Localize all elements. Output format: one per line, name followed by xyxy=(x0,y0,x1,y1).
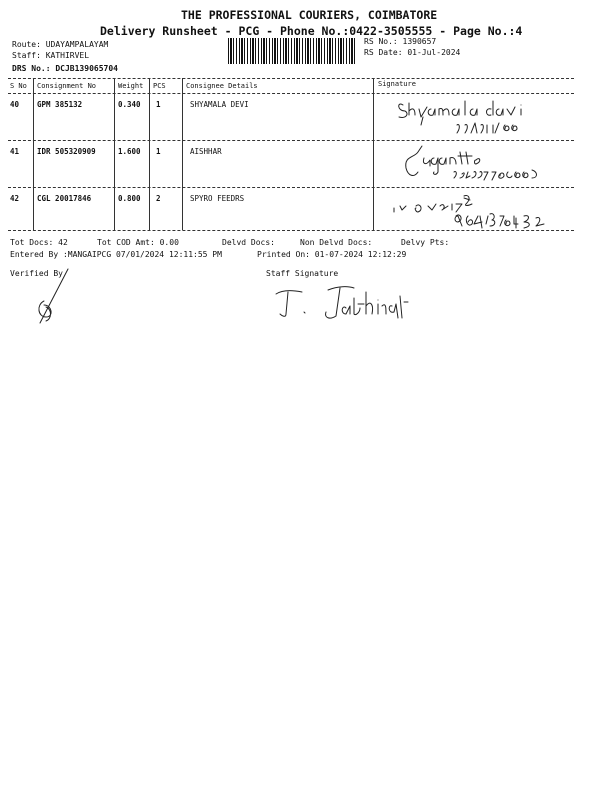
rs-date: RS Date: 01-Jul-2024 xyxy=(364,48,461,57)
barcode xyxy=(228,38,356,64)
col-consignment: Consignment No xyxy=(37,82,97,90)
tot-cod-amt: Tot COD Amt: 0.00 xyxy=(97,238,179,247)
col-divider xyxy=(149,78,150,230)
col-divider xyxy=(114,78,115,230)
printed-on: Printed On: 01-07-2024 12:12:29 xyxy=(257,250,407,259)
row-sno: 42 xyxy=(10,194,20,203)
row-weight: 1.600 xyxy=(118,147,141,156)
col-signature: Signature xyxy=(378,80,416,88)
table-bottom-rule xyxy=(8,230,574,231)
row-consignment: CGL 20017846 xyxy=(37,194,92,203)
non-delvd-docs: Non Delvd Docs: xyxy=(300,238,373,247)
drs-number: DRS No.: DCJB139065704 xyxy=(12,64,118,73)
verified-by-signature xyxy=(30,265,80,330)
row-sno: 40 xyxy=(10,100,20,109)
col-consignee: Consignee Details xyxy=(186,82,258,90)
col-sno: S No xyxy=(10,82,27,90)
verified-by-label: Verified By xyxy=(10,269,63,278)
row-pcs: 1 xyxy=(156,147,161,156)
handwritten-signature-row-41 xyxy=(400,142,570,187)
staff-label: Staff: KATHIRVEL xyxy=(12,51,90,60)
row-weight: 0.800 xyxy=(118,194,141,203)
col-weight: Weight xyxy=(118,82,144,90)
runsheet-title: Delivery Runsheet - PCG - Phone No.:0422-3505555 - Page No.:4 xyxy=(100,24,523,38)
row-consignee: AISHHAR xyxy=(190,147,222,156)
row-rule xyxy=(8,140,574,141)
row-rule xyxy=(8,187,574,188)
company-title: THE PROFESSIONAL COURIERS, COIMBATORE xyxy=(181,8,438,22)
row-consignment: IDR 505320909 xyxy=(37,147,96,156)
table-top-rule xyxy=(8,78,574,79)
col-divider xyxy=(373,78,374,230)
staff-signature-mark xyxy=(268,282,428,326)
delvy-pts: Delvy Pts: xyxy=(401,238,450,247)
staff-signature-label: Staff Signature xyxy=(266,269,339,278)
col-divider xyxy=(182,78,183,230)
col-pcs: PCS xyxy=(153,82,166,90)
handwritten-signature-row-42 xyxy=(390,190,580,234)
tot-docs: Tot Docs: 42 xyxy=(10,238,68,247)
row-sno: 41 xyxy=(10,147,20,156)
handwritten-signature-row-40 xyxy=(395,95,565,140)
row-pcs: 1 xyxy=(156,100,161,109)
col-divider xyxy=(33,78,34,230)
row-consignee: SHYAMALA DEVI xyxy=(190,100,249,109)
route-label: Route: UDAYAMPALAYAM xyxy=(12,40,109,49)
row-pcs: 2 xyxy=(156,194,161,203)
row-consignee: SPYRO FEEDRS xyxy=(190,194,245,203)
row-weight: 0.340 xyxy=(118,100,141,109)
rs-number: RS No.: 1390657 xyxy=(364,37,437,46)
delvd-docs: Delvd Docs: xyxy=(222,238,275,247)
row-consignment: GPM 385132 xyxy=(37,100,83,109)
table-header-rule xyxy=(8,93,574,94)
entered-by: Entered By :MANGAIPCG 07/01/2024 12:11:55 PM xyxy=(10,250,222,259)
